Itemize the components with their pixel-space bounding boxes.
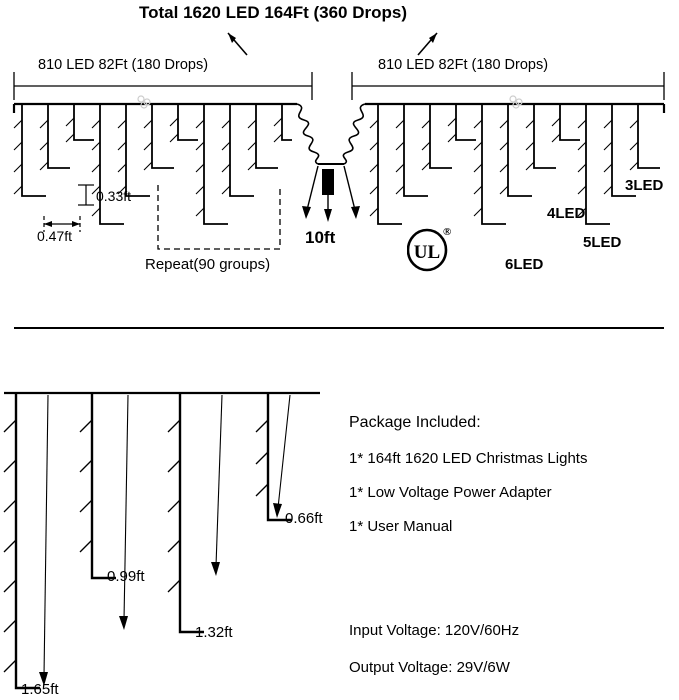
left-segment-label: 810 LED 82Ft (180 Drops) xyxy=(38,57,209,73)
repeat-group-label: Repeat(90 groups) xyxy=(145,256,271,273)
left-drop-strands xyxy=(22,104,292,224)
input-voltage-label: Input Voltage: 120V/60Hz xyxy=(349,622,520,639)
right-segment-label: 810 LED 82Ft (180 Drops) xyxy=(378,57,549,73)
bottom-dimension-arrows xyxy=(39,395,290,686)
main-wire xyxy=(14,104,664,113)
drop-spacing-label: 0.47ft xyxy=(37,228,73,244)
title-arrows xyxy=(228,33,437,55)
drop-height-label: 0.33ft xyxy=(96,188,132,204)
drop-label-4led: 4LED xyxy=(547,205,586,222)
spacing-dimension-marks xyxy=(44,185,94,232)
drop-label-5led: 5LED xyxy=(583,234,622,251)
bottom-drop-strands xyxy=(16,393,292,688)
left-led-bulbs xyxy=(14,118,282,216)
package-heading: Package Included: xyxy=(349,414,481,431)
right-drop-strands xyxy=(378,104,660,224)
right-led-bulbs xyxy=(370,118,638,216)
lower-dim-1-65ft: 1.65ft xyxy=(21,681,59,698)
lead-coil xyxy=(297,104,365,222)
page-title: Total 1620 LED 164Ft (360 Drops) xyxy=(139,3,407,22)
lower-dim-1-32ft: 1.32ft xyxy=(195,624,233,641)
drop-label-3led: 3LED xyxy=(625,177,664,194)
right-span-measure xyxy=(352,72,664,100)
svg-text:UL: UL xyxy=(413,242,441,263)
package-item-2: 1* Low Voltage Power Adapter xyxy=(349,484,552,501)
wire-knot-markers xyxy=(138,96,522,108)
drop-label-6led: 6LED xyxy=(505,256,544,273)
left-span-measure xyxy=(14,72,312,100)
output-voltage-label: Output Voltage: 29V/6W xyxy=(349,659,510,676)
registered-mark: ® xyxy=(443,226,452,238)
repeat-group-box xyxy=(158,185,280,249)
ul-certification-mark xyxy=(407,228,451,272)
lower-dim-0-66ft: 0.66ft xyxy=(285,510,323,527)
lead-length-label: 10ft xyxy=(305,228,336,247)
package-item-3: 1* User Manual xyxy=(349,518,453,535)
package-item-1: 1* 164ft 1620 LED Christmas Lights xyxy=(349,450,588,467)
lower-dim-0-99ft: 0.99ft xyxy=(107,568,145,585)
